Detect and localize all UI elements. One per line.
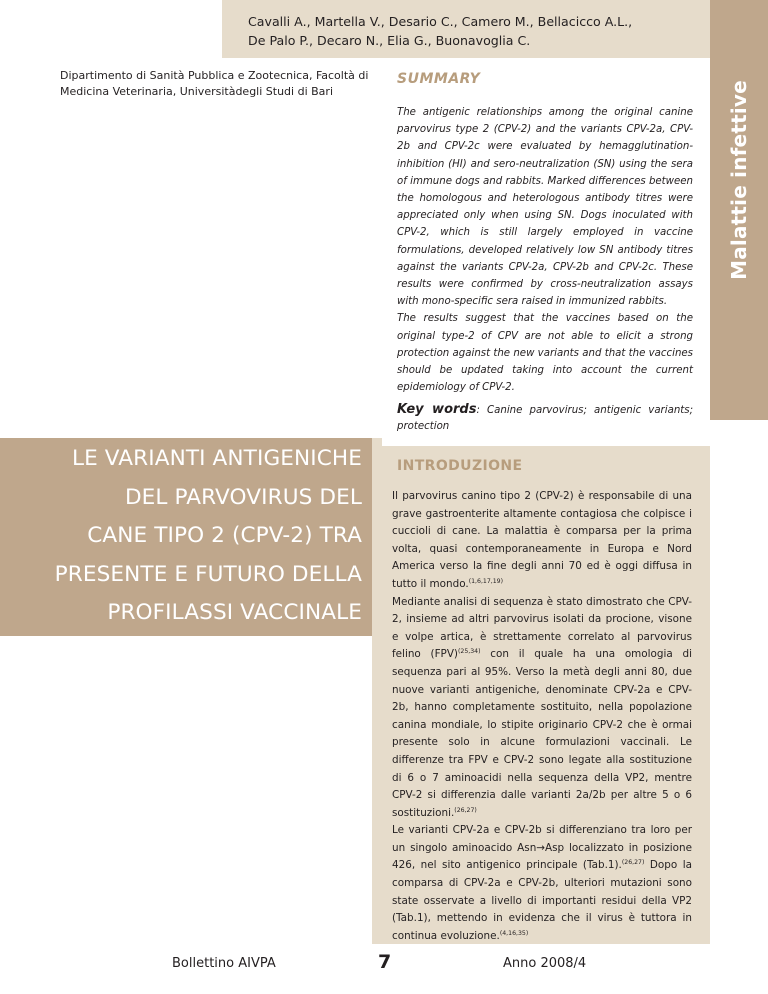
issue-year: Anno 2008/4	[503, 956, 587, 971]
intro-p2-text-b: con il quale ha una omologia di sequenza pari al 95%. Verso la metà degli anni 80, due nuove varianti antigeniche, denominate CPV-2a e CPV-2b, hanno completamente sostituito, nella popolazione canina mondiale, lo stipite originario CPV-2 che è ormai presente solo in alcune formulazioni vaccinali. Le differenze tra FPV e CPV-2 sono legate alla sostituzione di 6 o 7 aminoacidi nella sequenza della VP2, mentre CPV-2 si differenzia dalle varianti 2a/2b per altre 5 o 6 sostituzioni.	[392, 648, 692, 819]
title-line-2: DEL PARVOVIRUS DEL	[124, 484, 362, 510]
keywords	[397, 402, 693, 435]
page-number: 7	[378, 951, 392, 973]
title-line-1: LE VARIANTI ANTIGENICHE	[71, 446, 362, 471]
summary-body	[397, 104, 693, 396]
journal-name: Bollettino AIVPA	[172, 956, 276, 971]
author-list	[248, 12, 708, 50]
authors-line-1: Cavalli A., Martella V., Desario C., Camero M., Bellacicco A.L.,	[248, 14, 633, 29]
summary-paragraph-2: The results suggest that the vaccines based on the original type-2 of CPV are not able to elicit a strong protection against the new variants and that the vaccines should be updated taking into account the current epidemiology of CPV-2.	[397, 313, 693, 394]
intro-p3-ref-b: (4,16,35)	[499, 929, 529, 937]
summary-heading: SUMMARY	[397, 71, 481, 87]
title-box	[0, 438, 372, 636]
title-line-3: CANE TIPO 2 (CPV-2) TRA	[87, 523, 362, 548]
intro-p1-ref: (1,6,17,19)	[468, 577, 504, 585]
introduction-body	[392, 488, 692, 945]
section-tab-label: Malattie infettive	[727, 80, 751, 280]
article-title	[12, 440, 362, 633]
intro-p1-text: Il parvovirus canino tipo 2 (CPV-2) è responsabile di una grave gastroenterite altamente contagiosa che colpisce i cuccioli di cane. La malattia è comparsa per la prima volta, quasi contemporaneamente in Europa e Nord America verso la fine degli anni 70 ed è oggi diffusa in tutto il mondo.	[392, 490, 692, 590]
gutter-background	[372, 438, 382, 946]
title-line-4: PRESENTE E FUTURO DELLA	[54, 561, 362, 587]
intro-p3-text-b: Dopo la comparsa di CPV-2a e CPV-2b, ulteriori mutazioni sono state osservate a livello di importanti residui della VP2 (Tab.1), mettendo in evidenza che il virus è tuttora in continua evoluzione.	[392, 859, 693, 942]
introduction-paragraph-2	[392, 594, 692, 823]
summary-paragraph-1: The antigenic relationships among the original canine parvovirus type 2 (CPV-2) and the variants CPV-2a, CPV-2b and CPV-2c were evaluated by hemagglutination-inhibition (HI) and sero-neutralization (SN) using the sera of immune dogs and rabbits. Marked differences between the homologous and heterologous antibody titres were appreciated only when using SN. Dogs inoculated with CPV-2, which is still largely employed in vaccine formulations, developed relatively low SN antibody titres against the variants CPV-2a, CPV-2b and CPV-2c. These results were confirmed by cross-neutralization assays with mono-specific sera raised in immunized rabbits.	[397, 107, 693, 308]
keywords-label: Key words	[397, 402, 477, 417]
section-tab	[710, 0, 768, 420]
author-band	[222, 0, 710, 58]
intro-p3-ref: (26,27)	[621, 859, 645, 867]
authors-line-2: De Palo P., Decaro N., Elia G., Buonavoglia C.	[248, 33, 531, 48]
keywords-text: : Canine parvovirus; antigenic variants; protection	[397, 405, 694, 432]
affiliation: Dipartimento di Sanità Pubblica e Zootecnica, Facoltà di Medicina Veterinaria, Universitàdegli Studi di Bari	[60, 69, 369, 98]
introduction-paragraph-1	[392, 488, 692, 594]
intro-p2-ref-b: (26,27)	[454, 806, 477, 814]
title-line-5: PROFILASSI VACCINALE	[107, 600, 362, 625]
intro-p2-text-a: Mediante analisi di sequenza è stato dimostrato che CPV-2, insieme ad altri parvovirus isolati da procione, visone e volpe artica, è strettamente correlato al parvovirus felino (FPV)	[392, 595, 692, 661]
intro-p3-text: Le varianti CPV-2a e CPV-2b si differenziano tra loro per un singolo aminoacido Asn→Asp localizzato in posizione 426, nel sito antigenico principale (Tab.1).	[392, 824, 692, 872]
introduction-paragraph-3	[392, 822, 692, 945]
intro-p2-ref-a: (25,34)	[457, 648, 481, 656]
introduction-heading: INTRODUZIONE	[397, 458, 523, 474]
page-footer	[0, 944, 768, 994]
